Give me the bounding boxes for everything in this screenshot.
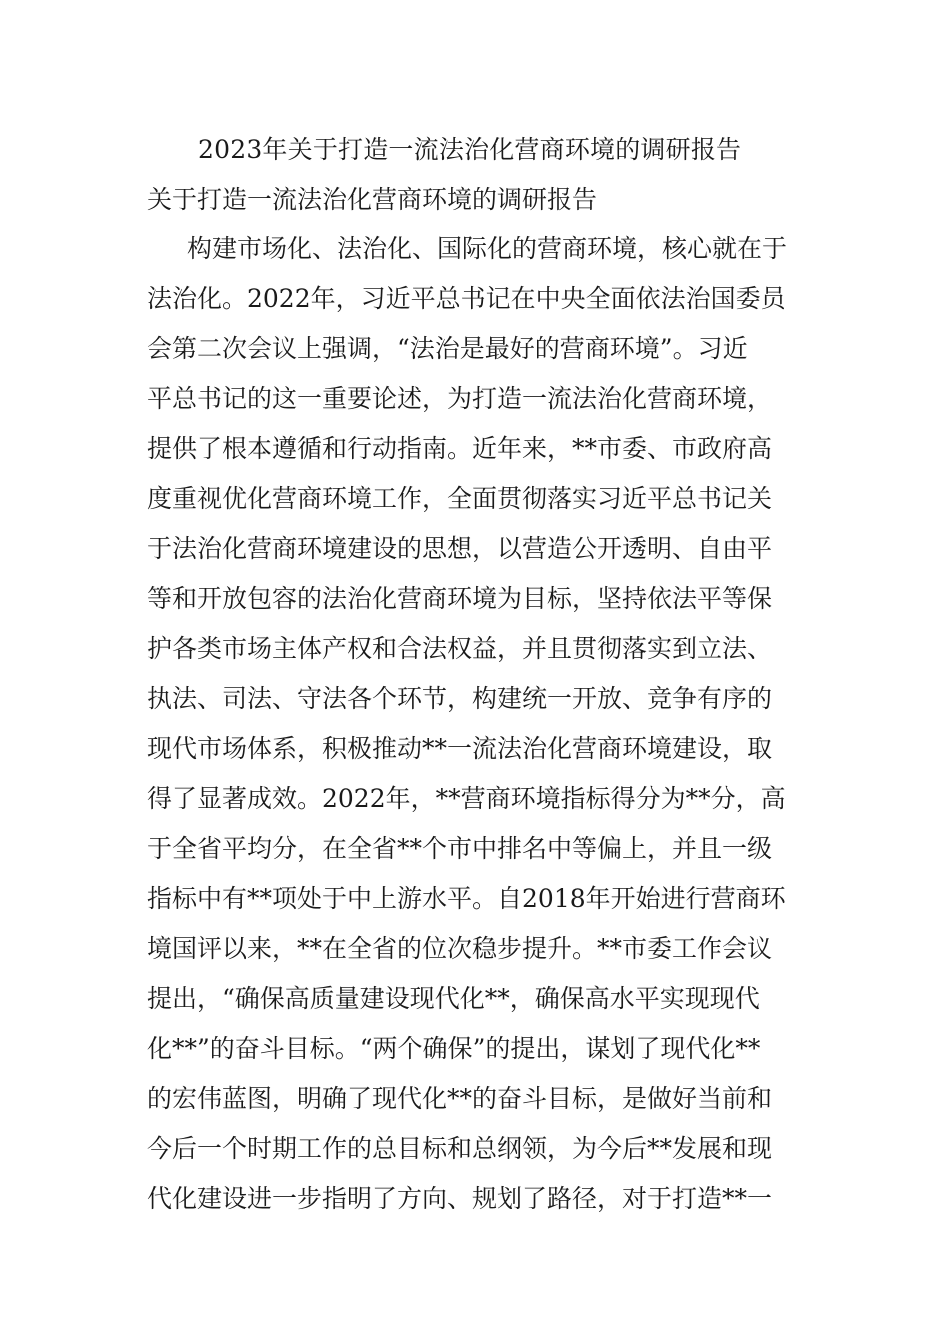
body-line: 平总书记的这一重要论述，为打造一流法治化营商环境，: [147, 384, 773, 413]
body-line: 的宏伟蓝图，明确了现代化**的奋斗目标，是做好当前和: [147, 1084, 773, 1113]
body-line: 今后一个时期工作的总目标和总纲领，为今后**发展和现: [147, 1134, 773, 1163]
document-title: 2023年关于打造一流法治化营商环境的调研报告: [198, 135, 742, 164]
body-line: 构建市场化、法治化、国际化的营商环境，核心就在于: [187, 234, 788, 263]
body-line: 会第二次会议上强调，“法治是最好的营商环境”。习近: [147, 334, 748, 363]
document-subtitle: 关于打造一流法治化营商环境的调研报告: [147, 185, 598, 214]
body-line: 护各类市场主体产权和合法权益，并且贯彻落实到立法、: [147, 634, 773, 663]
body-line: 化**”的奋斗目标。“两个确保”的提出，谋划了现代化**: [147, 1034, 761, 1063]
body-line: 于法治化营商环境建设的思想，以营造公开透明、自由平: [147, 534, 773, 563]
body-line: 现代市场体系，积极推动**一流法治化营商环境建设，取: [147, 734, 773, 763]
body-line: 指标中有**项处于中上游水平。自2018年开始进行营商环: [147, 884, 786, 913]
body-line: 等和开放包容的法治化营商环境为目标，坚持依法平等保: [147, 584, 773, 613]
body-line: 于全省平均分，在全省**个市中排名中等偏上，并且一级: [147, 834, 773, 863]
body-line: 提供了根本遵循和行动指南。近年来，**市委、市政府高: [147, 434, 773, 463]
body-line: 执法、司法、守法各个环节，构建统一开放、竞争有序的: [147, 684, 773, 713]
body-line: 法治化。2022年，习近平总书记在中央全面依法治国委员: [147, 284, 786, 313]
body-line: 代化建设进一步指明了方向、规划了路径，对于打造**一: [147, 1184, 773, 1213]
body-line: 提出，“确保高质量建设现代化**，确保高水平实现现代: [147, 984, 760, 1013]
body-line: 境国评以来，**在全省的位次稳步提升。**市委工作会议: [147, 934, 773, 963]
body-line: 得了显著成效。2022年，**营商环境指标得分为**分，高: [147, 784, 786, 813]
body-line: 度重视优化营商环境工作，全面贯彻落实习近平总书记关: [147, 484, 773, 513]
